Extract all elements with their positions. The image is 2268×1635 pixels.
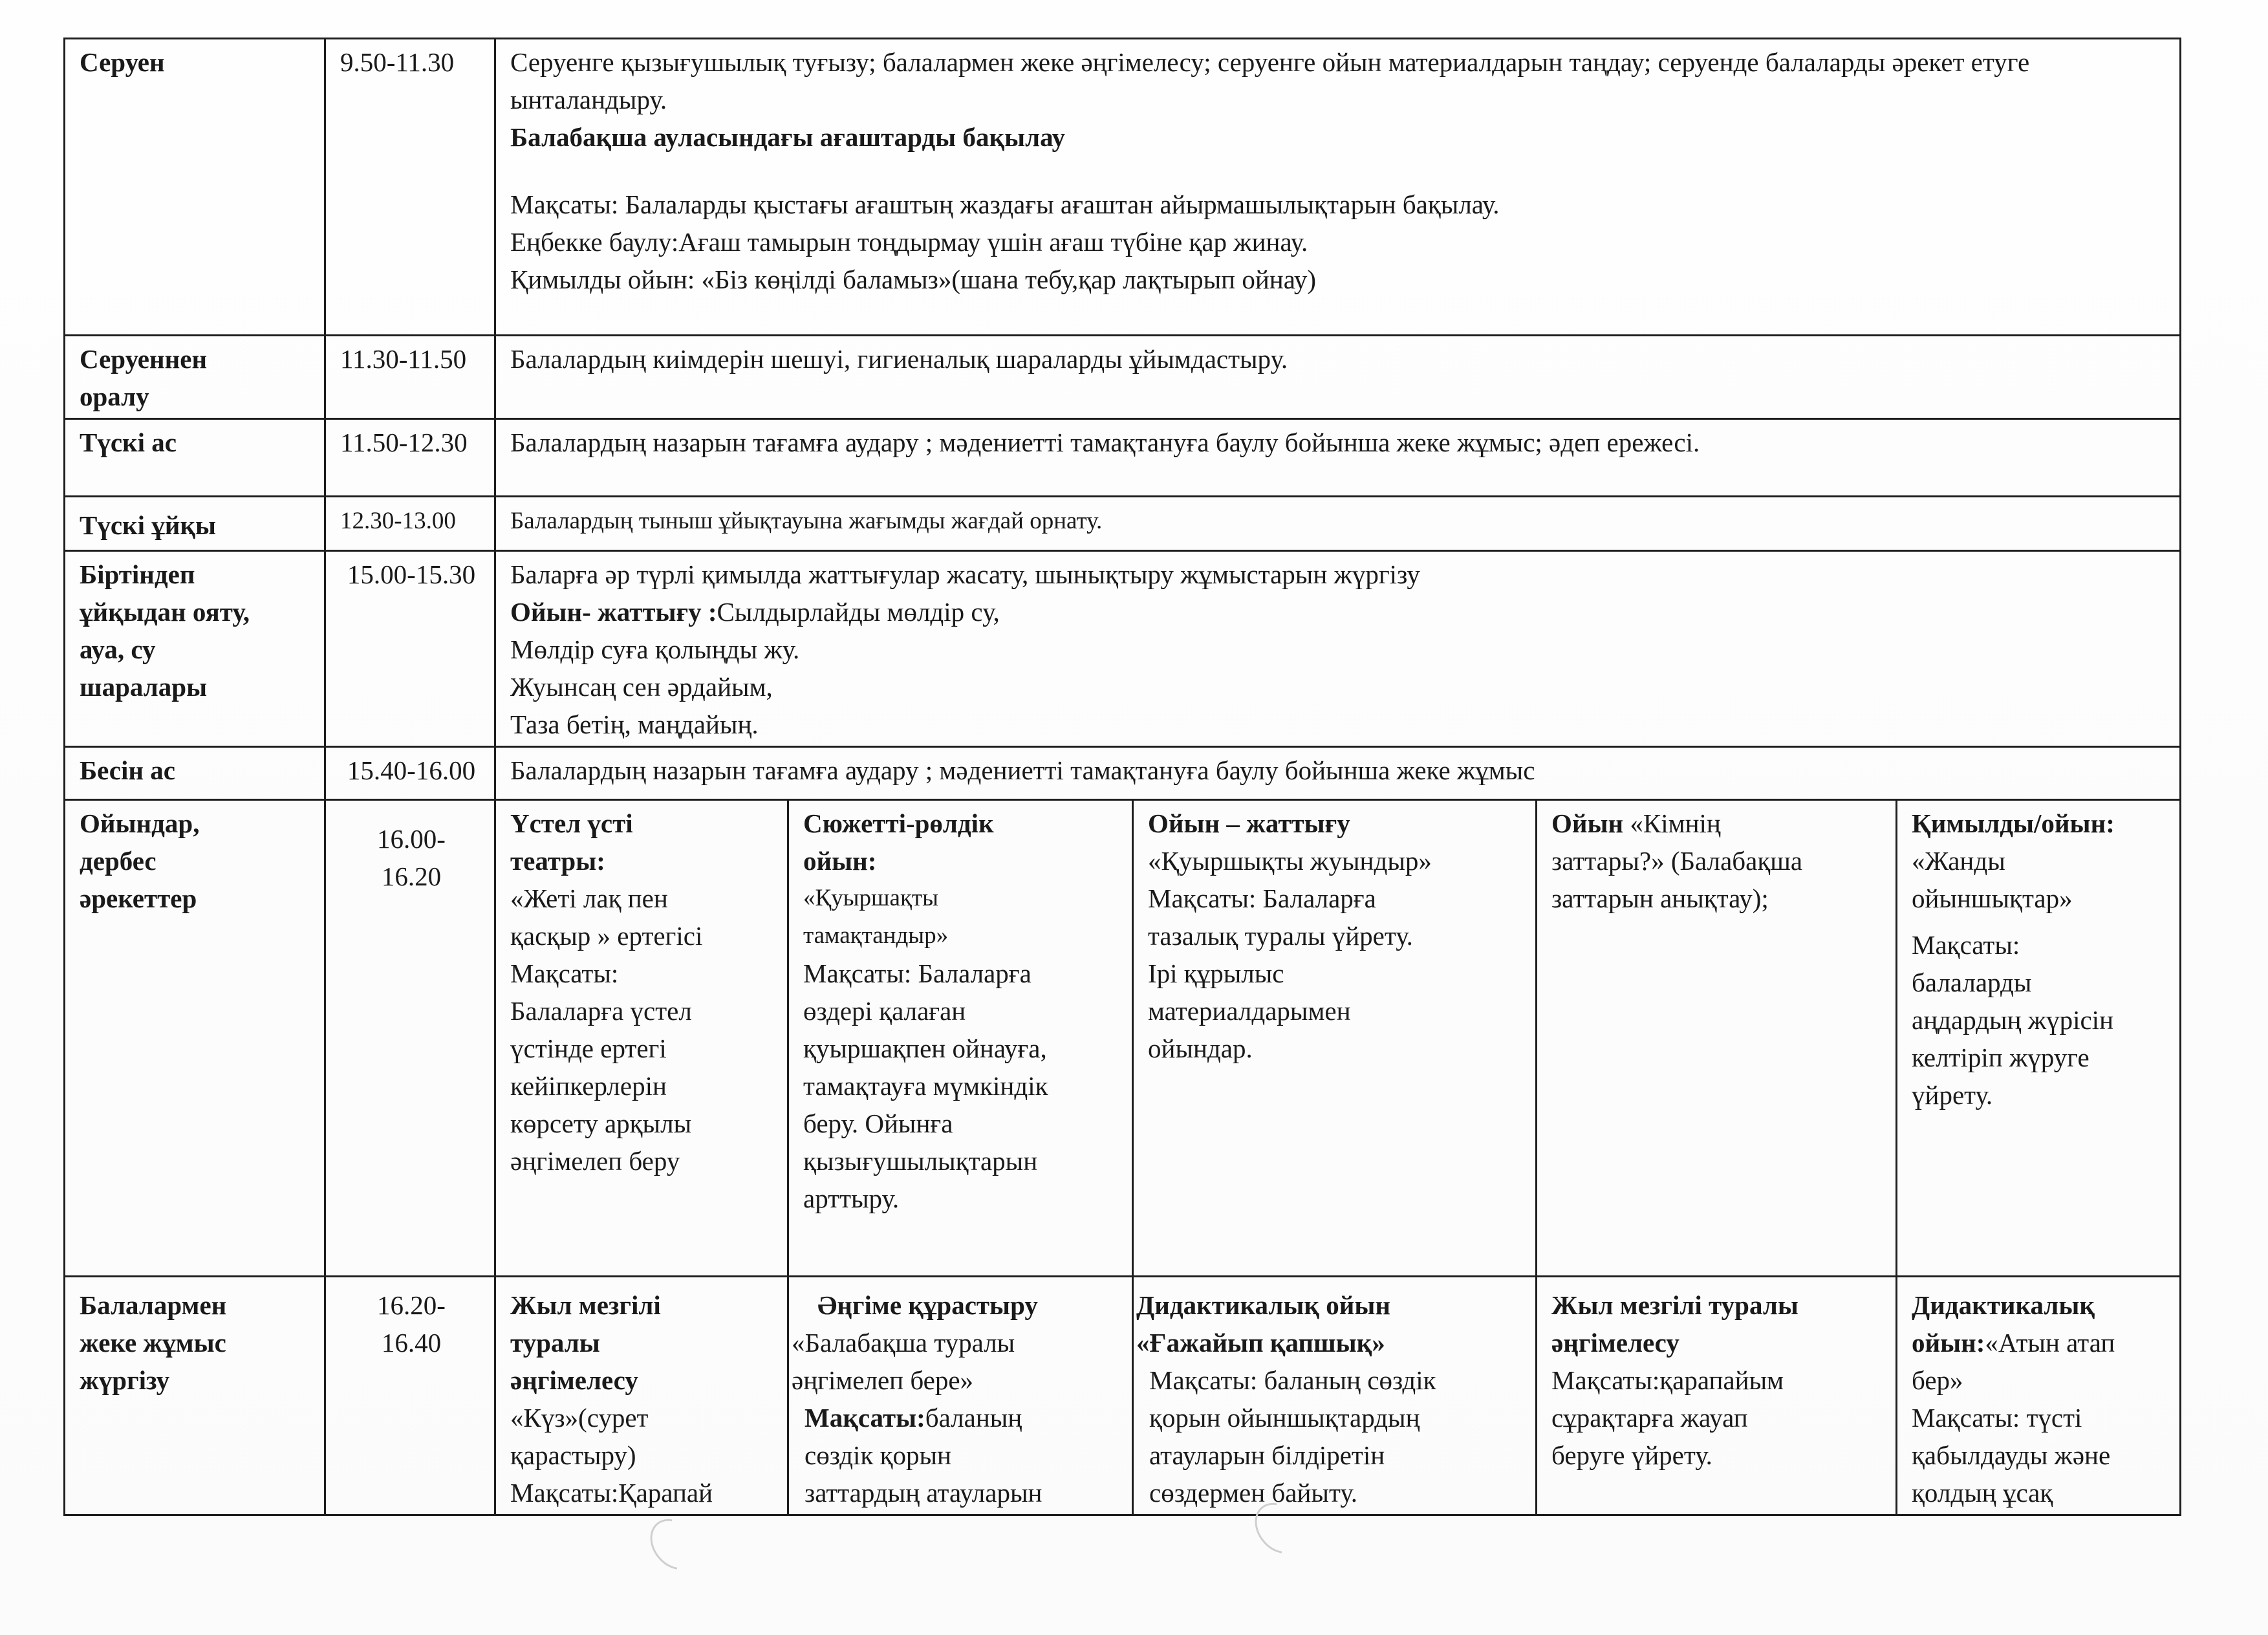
row-label: Ойындар, дербес әрекеттер bbox=[65, 800, 325, 1277]
row-lunch bbox=[65, 419, 2181, 497]
row-snack bbox=[65, 747, 2181, 800]
row-time: 15.00-15.30 bbox=[325, 551, 495, 747]
row-label: Түскі ас bbox=[65, 419, 325, 497]
row-wakeup bbox=[65, 551, 2181, 747]
row-label: Балалармен жеке жұмыс жүргізу bbox=[65, 1277, 325, 1515]
content-line: Серуенге қызығушылық туғызу; балалармен жеке әңгімелесу; серуенге ойын материалдарын таңдау; серуенде балаларды әрекет етуге ынталандыру. bbox=[510, 47, 2030, 114]
activity-cell: Жыл мезгілі туралы әңгімелесу «Күз»(сурет қарастыру) Мақсаты:Қарапай bbox=[495, 1277, 788, 1515]
scan-mark bbox=[640, 1510, 709, 1579]
content-line: Еңбекке баулу:Ағаш тамырын тоңдырмау үшін ағаш түбіне қар жинау. bbox=[510, 227, 1308, 257]
row-nap bbox=[65, 497, 2181, 551]
activity-cell: Ойын – жаттығу «Қуыршықты жуындыр» Мақсаты: Балаларға тазалық туралы үйрету. Ірі құрылыс материалдарымен ойындар. bbox=[1133, 800, 1537, 1277]
activity-cell: Жыл мезгілі туралы әңгімелесу Мақсаты:қарапайым сұрақтарға жауап беруге үйрету. bbox=[1537, 1277, 1897, 1515]
activity-cell: Сюжетті-рөлдік ойын: «Қуыршақты тамақтандыр» Мақсаты: Балаларға өздері қалаған қуыршақпен ойнауға, тамақтауға мүмкіндік беру. Ойынға қызығушылықтарын арттыру. bbox=[788, 800, 1133, 1277]
row-individual-work bbox=[65, 1277, 2181, 1515]
row-label: Бесін ас bbox=[65, 747, 325, 800]
content-heading: Балабақша ауласындағы ағаштарды бақылау bbox=[510, 122, 1065, 152]
row-label: Серуен bbox=[65, 39, 325, 336]
row-time: 16.00- 16.20 bbox=[325, 800, 495, 1277]
exercise-label: Ойын- жаттығу : bbox=[510, 597, 717, 627]
daily-schedule-table bbox=[63, 38, 2181, 1516]
activity-cell: Дидактикалық ойын «Ғажайып қапшық» Мақсаты: баланың сөздік қорын ойыншықтардың атауларын білдіретін сөздермен байыту. bbox=[1133, 1277, 1537, 1515]
content-line: Мақсаты: Балаларды қыстағы ағаштың жаздағы ағаштан айырмашылықтарын бақылау. bbox=[510, 189, 1500, 219]
activity-cell: Дидактикалық ойын:«Атын атап бер» Мақсаты: түсті қабылдауды және қолдың ұсақ bbox=[1897, 1277, 2181, 1515]
row-time: 16.20- 16.40 bbox=[325, 1277, 495, 1515]
row-content: Балалардың тыныш ұйықтауына жағымды жағдай орнату. bbox=[495, 497, 2181, 551]
row-label: Біртіндеп ұйқыдан ояту, ауа, су шаралары bbox=[65, 551, 325, 747]
row-time: 11.50-12.30 bbox=[325, 419, 495, 497]
activity-cell: Ойын «Кімнің заттары?» (Балабақша заттарын анықтау); bbox=[1537, 800, 1897, 1277]
row-time: 15.40-16.00 bbox=[325, 747, 495, 800]
row-time: 9.50-11.30 bbox=[325, 39, 495, 336]
row-content: Балалардың назарын тағамға аудару ; мәдениетті тамақтануға баулу бойынша жеке жұмыс; әдеп ережесі. bbox=[495, 419, 2181, 497]
row-time: 12.30-13.00 bbox=[325, 497, 495, 551]
activity-cell: Үстел үсті театры: «Жеті лақ пен қасқыр » ертегісі Мақсаты: Балаларға үстел үстінде ертегі кейіпкерлерін көрсету арқылы әңгімелеп беру bbox=[495, 800, 788, 1277]
row-games bbox=[65, 800, 2181, 1277]
row-label: Түскі ұйқы bbox=[65, 497, 325, 551]
row-label: Серуеннен оралу bbox=[65, 336, 325, 419]
row-content bbox=[495, 39, 2181, 336]
content-line: Қимылды ойын: «Біз көңілді баламыз»(шана тебу,қар лақтырып ойнау) bbox=[510, 265, 1316, 294]
activity-cell: Әңгіме құрастыру «Балабақша туралы әңгімелеп бере» Мақсаты:баланың сөздік қорын заттардың атауларын bbox=[788, 1277, 1133, 1515]
row-content: Балалардың киімдерін шешуі, гигиеналық шараларды ұйымдастыру. bbox=[495, 336, 2181, 419]
row-content: Баларға әр түрлі қимылда жаттығулар жасату, шынықтыру жұмыстарын жүргізу Ойын- жаттығу :Сылдырлайды мөлдір су, Мөлдір суға қолыңды жу. Жуынсаң сен әрдайым, Таза бетің, маңдайың. bbox=[495, 551, 2181, 747]
row-time: 11.30-11.50 bbox=[325, 336, 495, 419]
activity-cell: Қимылды/ойын: «Жанды ойыншықтар» Мақсаты: балаларды аңдардың жүрісін келтіріп жүруге үйрету. bbox=[1897, 800, 2181, 1277]
row-walk bbox=[65, 39, 2181, 336]
row-content: Балалардың назарын тағамға аудару ; мәдениетті тамақтануға баулу бойынша жеке жұмыс bbox=[495, 747, 2181, 800]
row-return bbox=[65, 336, 2181, 419]
